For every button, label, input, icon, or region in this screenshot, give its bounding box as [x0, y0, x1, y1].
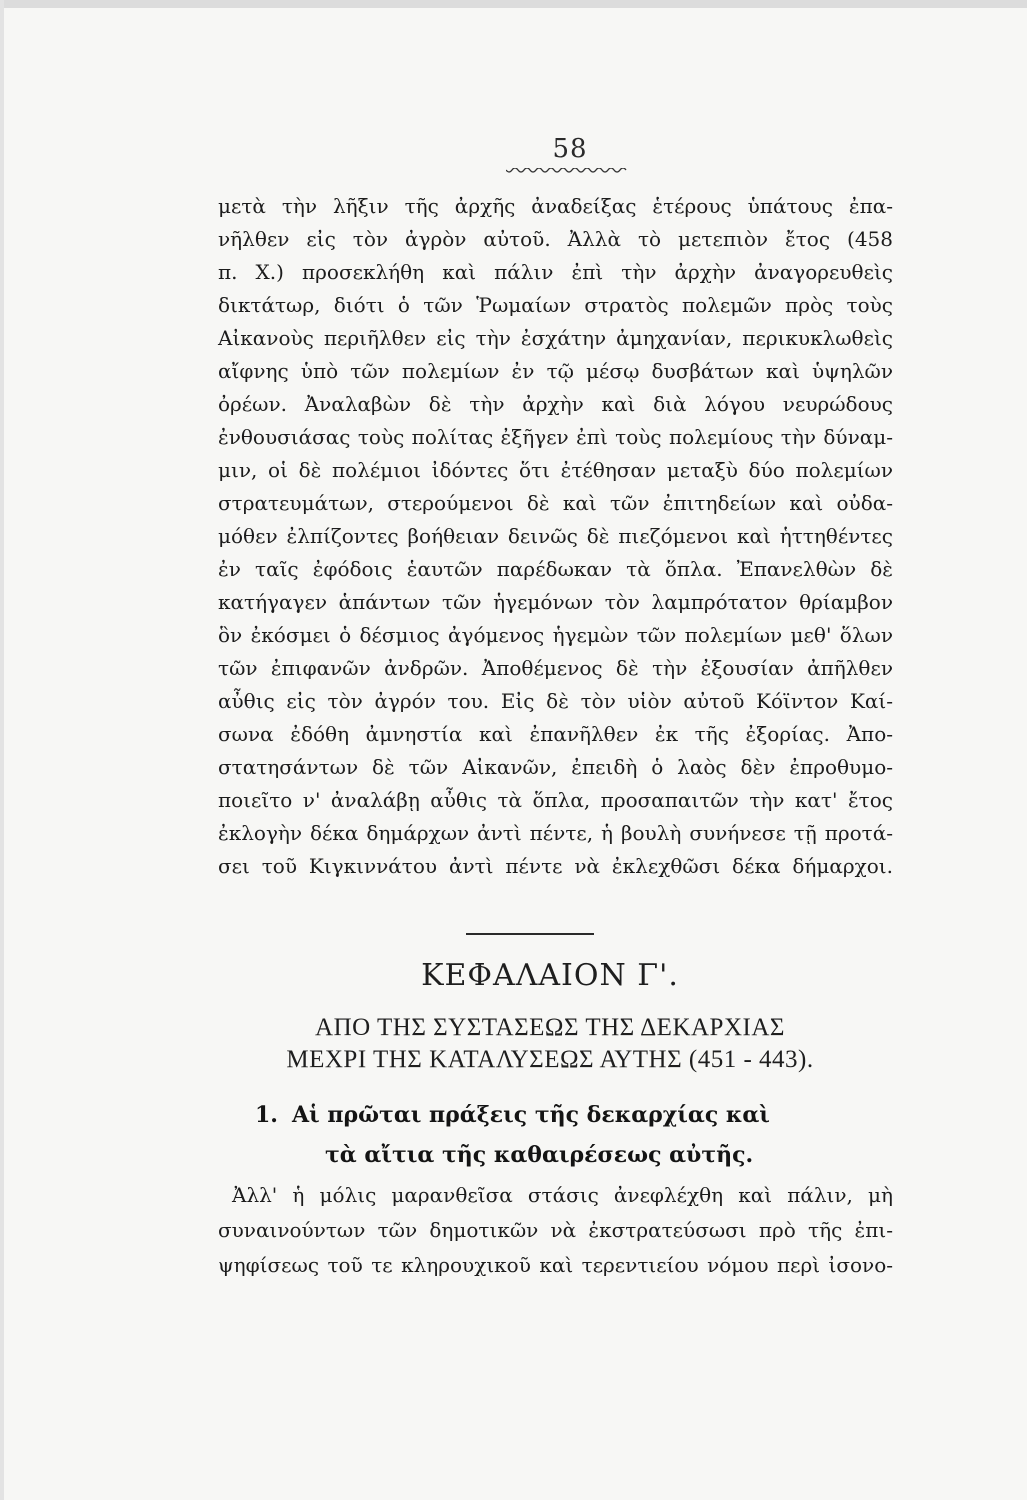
- body-text-block: [218, 190, 893, 883]
- text-line: μόθεν ἐλπίζοντες βοήθειαν δεινῶς δὲ πιεζόμενοι καὶ ἡττηθέντες: [218, 524, 893, 548]
- paragraph-text-block: [218, 1178, 893, 1283]
- text-line: κατήγαγεν ἁπάντων τῶν ἡγεμόνων τὸν λαμπρότατον θρίαμβον: [218, 590, 893, 614]
- text-line: αὖθις εἰς τὸν ἀγρόν του. Εἰς δὲ τὸν υἱὸν αὐτοῦ Κόϊντον Καί-: [218, 689, 893, 713]
- text-line: μιν, οἱ δὲ πολέμιοι ἰδόντες ὅτι ἐτέθησαν μεταξὺ δύο πολεμίων: [218, 458, 893, 482]
- text-line: ἐνθουσιάσας τοὺς πολίτας ἐξῆγεν ἐπὶ τοὺς πολεμίους τὴν δύναμ-: [218, 425, 893, 449]
- chapter-subtitle-line: ΑΠΟ ΤΗΣ ΣΥΣΤΑΣΕΩΣ ΤΗΣ ΔΕΚΑΡΧΙΑΣ: [315, 1014, 785, 1041]
- scan-edge-left: [0, 0, 4, 1500]
- chapter-subtitle-line: ΜΕΧΡΙ ΤΗΣ ΚΑΤΑΛΥΣΕΩΣ ΑΥΤΗΣ (451 - 443).: [286, 1046, 814, 1073]
- text-line: ἐκλογὴν δέκα δημάρχων ἀντὶ πέντε, ἡ βουλὴ συνήνεσε τῇ προτά-: [218, 821, 893, 845]
- text-line: ὃν ἐκόσμει ὁ δέσμιος ἀγόμενος ἡγεμὼν τῶν πολεμίων μεθ' ὅλων: [218, 623, 893, 647]
- text-line: συναινούντων τῶν δημοτικῶν νὰ ἐκστρατεύσωσι πρὸ τῆς ἐπι-: [218, 1218, 893, 1242]
- text-line: Αἰκανοὺς περιῆλθεν εἰς τὴν ἐσχάτην ἀμηχανίαν, περικυκλωθεὶς: [218, 326, 893, 350]
- scan-edge-top: [0, 0, 1027, 8]
- text-line: Ἀλλ' ἡ μόλις μαρανθεῖσα στάσις ἀνεφλέχθη καὶ πάλιν, μὴ: [232, 1183, 893, 1207]
- text-line: ψηφίσεως τοῦ τε κληρουχικοῦ καὶ τερεντιείου νόμου περὶ ἰσονο-: [218, 1253, 893, 1277]
- text-line: σει τοῦ Κιγκιννάτου ἀντὶ πέντε νὰ ἐκλεχθῶσι δέκα δήμαρχοι.: [218, 854, 893, 878]
- section-heading-line: τὰ αἴτια τῆς καθαιρέσεως αὐτῆς.: [325, 1142, 754, 1168]
- section-heading: [255, 1095, 895, 1175]
- page-number: 58: [552, 134, 588, 164]
- text-line: αἴφνης ὑπὸ τῶν πολεμίων ἐν τῷ μέσῳ δυσβάτων καὶ ὑψηλῶν: [218, 359, 893, 383]
- section-number: 1.: [255, 1102, 278, 1128]
- text-line: ἐν ταῖς ἐφόδοις ἑαυτῶν παρέδωκαν τὰ ὅπλα. Ἐπανελθὼν δὲ: [218, 557, 893, 581]
- text-line: μετὰ τὴν λῆξιν τῆς ἀρχῆς ἀναδείξας ἑτέρους ὑπάτους ἐπα-: [218, 194, 893, 218]
- section-title-part: Αἱ πρῶται πράξεις τῆς δεκαρχίας καὶ: [291, 1102, 770, 1128]
- text-line: στατησάντων δὲ τῶν Αἰκανῶν, ἐπειδὴ ὁ λαὸς δὲν ἐπροθυμο-: [218, 755, 893, 779]
- section-heading-line: [255, 1095, 895, 1135]
- text-line: π. Χ.) προσεκλήθη καὶ πάλιν ἐπὶ τὴν ἀρχὴν ἀναγορευθεὶς: [218, 260, 893, 284]
- text-line: ὀρέων. Ἀναλαβὼν δὲ τὴν ἀρχὴν καὶ διὰ λόγου νευρώδους: [218, 392, 893, 416]
- text-line: τῶν ἐπιφανῶν ἀνδρῶν. Ἀποθέμενος δὲ τὴν ἐξουσίαν ἀπῆλθεν: [218, 656, 893, 680]
- text-line: ποιεῖτο ν' ἀναλάβῃ αὖθις τὰ ὅπλα, προσαπαιτῶν τὴν κατ' ἔτος: [218, 788, 893, 812]
- text-line: νῆλθεν εἰς τὸν ἀγρὸν αὐτοῦ. Ἀλλὰ τὸ μετεπιὸν ἔτος (458: [218, 227, 893, 251]
- text-line: δικτάτωρ, διότι ὁ τῶν Ῥωμαίων στρατὸς πολεμῶν πρὸς τοὺς: [218, 293, 893, 317]
- text-line: σωνα ἐδόθη ἀμνηστία καὶ ἐπανῆλθεν ἐκ τῆς ἐξορίας. Ἀπο-: [218, 722, 893, 746]
- chapter-subtitle: [220, 1012, 880, 1076]
- section-divider: [466, 933, 594, 935]
- chapter-heading: ΚΕΦΑΛΑΙΟΝ Γ'.: [421, 958, 679, 993]
- text-line: στρατευμάτων, στερούμενοι δὲ καὶ τῶν ἐπιτηδείων καὶ οὐδα-: [218, 491, 893, 515]
- ornamental-wavy-rule: [506, 168, 628, 176]
